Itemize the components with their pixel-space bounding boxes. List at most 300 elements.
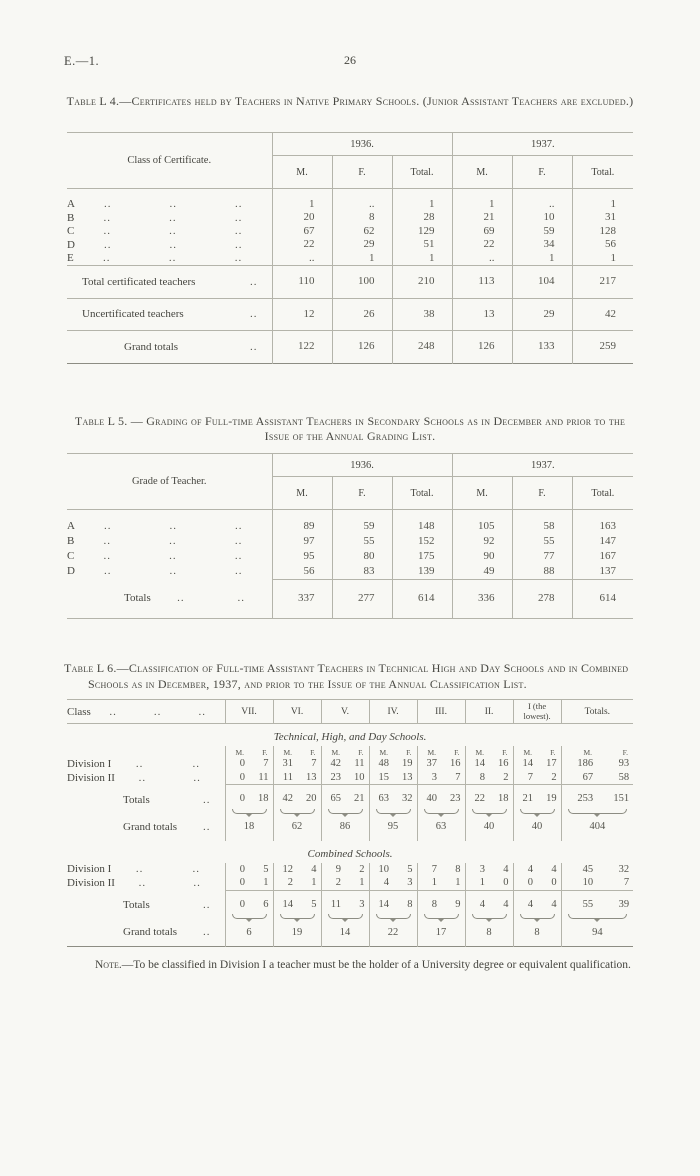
- leader-dots: [115, 772, 225, 784]
- leader-dot: ..: [192, 757, 200, 770]
- totals-f: 23: [441, 785, 465, 808]
- row-label: [67, 549, 272, 564]
- pair-brace-cell: [561, 913, 633, 924]
- row-label: [67, 758, 225, 770]
- leader-dots: [150, 899, 225, 911]
- cell-m: 48: [369, 757, 393, 771]
- table-l5: [67, 453, 633, 620]
- pair-brace-cell: [465, 808, 513, 819]
- grand-total-value: 86: [321, 819, 369, 841]
- summary-value: 336: [452, 579, 512, 619]
- cell-value: 58: [512, 509, 572, 534]
- cell-f: 10: [354, 771, 365, 783]
- year-header-1937: 1937.: [452, 453, 633, 476]
- cell-value: 1: [512, 252, 572, 266]
- leader-dot: ..: [102, 252, 111, 265]
- leader-dots: [111, 863, 224, 875]
- leader-dot: ..: [103, 534, 111, 547]
- leader-dot: ..: [237, 592, 246, 604]
- totals-f: 20: [297, 785, 321, 808]
- cell-value: 152: [392, 534, 452, 549]
- summary-value: 133: [512, 331, 572, 364]
- cell-value: ..: [332, 188, 392, 211]
- underbrace: [280, 809, 315, 814]
- leader-dot: ..: [193, 877, 201, 889]
- cell-value: 137: [572, 564, 633, 580]
- mf-header-f: F.: [550, 748, 556, 757]
- grand-total-value: 6: [225, 924, 273, 947]
- class-header-row: [67, 700, 633, 724]
- leader-dots: [75, 198, 272, 210]
- leader-dot: ..: [198, 705, 206, 718]
- totals-f: 32: [393, 785, 417, 808]
- summary-value: 12: [272, 298, 332, 331]
- leader-dot: ..: [234, 211, 243, 224]
- totals-f: 4: [537, 890, 561, 913]
- cell-m: 0: [225, 876, 249, 890]
- row-label: [67, 863, 225, 875]
- cell-value: 1: [332, 252, 392, 266]
- mf-header-f: F.: [310, 748, 316, 757]
- cell-m: 9: [321, 863, 345, 877]
- class-header-i-lowest: I (the lowest).: [513, 700, 561, 724]
- table-l5-title: Table L 5. — Grading of Full-time Assistant Teachers in Secondary Schools as in December and prior to the Issue of the Annual Grading List.: [74, 413, 626, 443]
- leader-dot: ..: [103, 519, 112, 532]
- cell-f: 5: [407, 863, 413, 875]
- leader-dots: [177, 926, 224, 938]
- col-header: M.: [272, 155, 332, 188]
- division-row: [67, 771, 633, 785]
- cell-m: 15: [369, 771, 393, 785]
- totals-m: 0: [225, 890, 249, 913]
- cell-f: 2: [503, 771, 509, 783]
- class-header-totals: Totals.: [561, 700, 633, 724]
- mf-header-m: M.: [561, 746, 597, 757]
- cell-value: 95: [272, 549, 332, 564]
- cell-f: 4: [551, 863, 557, 875]
- leader-dots: [74, 252, 272, 264]
- cell-value: 67: [272, 225, 332, 239]
- underbrace: [568, 914, 628, 919]
- section-heading: Technical, High, and Day Schools.: [273, 731, 427, 743]
- summary-value: 210: [392, 266, 452, 299]
- row-label-cell: [67, 549, 272, 564]
- footnote: [64, 958, 636, 973]
- row-label-text: D: [67, 564, 75, 577]
- pair-brace-cell: [465, 913, 513, 924]
- row-label-cell: [67, 819, 225, 841]
- underbrace: [280, 914, 315, 919]
- row-label: [67, 821, 225, 833]
- row-label-cell: [67, 331, 272, 364]
- brace-row: [67, 808, 633, 819]
- table-l5-label-header: Grade of Teacher.: [67, 453, 272, 509]
- cell-value: 163: [572, 509, 633, 534]
- summary-value: 277: [332, 579, 392, 619]
- col-header: M.: [452, 155, 512, 188]
- totals-m: 0: [225, 785, 249, 808]
- grand-total-value: 19: [273, 924, 321, 947]
- summary-value: 217: [572, 266, 633, 299]
- summary-value: 278: [512, 579, 572, 619]
- row-label: [67, 534, 272, 549]
- cell-m: 37: [417, 757, 441, 771]
- leader-dots: [195, 276, 271, 288]
- leader-dot: ..: [234, 564, 243, 577]
- cell-value: 31: [572, 211, 633, 225]
- leader-dot: ..: [135, 757, 144, 770]
- row-label: [67, 252, 272, 264]
- underbrace: [376, 914, 411, 919]
- cell-value: 20: [272, 211, 332, 225]
- cell-value: 92: [452, 534, 512, 549]
- row-label: [67, 341, 272, 353]
- cell-m: 10: [561, 876, 597, 890]
- cell-m: 7: [417, 863, 441, 877]
- summary-value: 248: [392, 331, 452, 364]
- brace-row: [67, 913, 633, 924]
- totals-m: 14: [369, 890, 393, 913]
- leader-dot: ..: [169, 225, 177, 238]
- leader-dots: [75, 239, 272, 251]
- table-row: [67, 534, 633, 549]
- grand-total-value: 404: [561, 819, 633, 841]
- summary-row: [67, 331, 633, 364]
- page-header: [64, 0, 636, 71]
- grand-total-value: 18: [225, 819, 273, 841]
- cell-value: 105: [452, 509, 512, 534]
- row-label-cell: [67, 509, 272, 534]
- leader-dots: [115, 877, 225, 889]
- grand-total-value: 63: [417, 819, 465, 841]
- cell-value: 21: [452, 211, 512, 225]
- col-header: Total.: [572, 476, 633, 509]
- summary-row: [67, 266, 633, 299]
- totals-row: [67, 890, 633, 913]
- cell-value: 55: [512, 534, 572, 549]
- cell-m: 14: [465, 757, 489, 771]
- leader-dot: ..: [234, 225, 243, 238]
- leader-dot: ..: [169, 549, 177, 562]
- cell-value: 22: [452, 238, 512, 252]
- pair-brace-cell: [321, 808, 369, 819]
- col-header: Total.: [392, 155, 452, 188]
- totals-f: 18: [489, 785, 513, 808]
- cell-f: 8: [455, 863, 461, 875]
- row-label-text: Division I: [67, 863, 112, 876]
- cell-value: 1: [572, 188, 633, 211]
- leader-dot: ..: [169, 198, 177, 211]
- table-row: [67, 564, 633, 580]
- underbrace: [376, 809, 411, 814]
- row-label-text: Grand totals: [124, 340, 179, 353]
- summary-value: 38: [392, 298, 452, 331]
- row-label-text: B: [67, 534, 75, 547]
- summary-value: 337: [272, 579, 332, 619]
- underbrace: [472, 914, 507, 919]
- cell-f: 2: [359, 863, 365, 875]
- cell-f: 5: [263, 863, 269, 875]
- cell-f: 0: [551, 877, 557, 888]
- class-header-iv: IV.: [369, 700, 417, 724]
- row-label-text: B: [67, 211, 75, 224]
- row-label-cell: [67, 266, 272, 299]
- underbrace: [424, 914, 459, 919]
- row-label-text: Division I: [67, 757, 112, 770]
- cell-m: 0: [225, 863, 249, 877]
- leader-dots: [178, 341, 271, 353]
- cell-f: 19: [402, 758, 413, 769]
- row-label: [67, 276, 272, 288]
- mf-header-row: [67, 746, 633, 757]
- totals-m: 42: [273, 785, 297, 808]
- row-label-cell: [67, 238, 272, 252]
- row-label: [67, 899, 225, 911]
- leader-dot: ..: [250, 340, 258, 353]
- cell-m: 8: [465, 771, 489, 785]
- cell-m: 67: [561, 771, 597, 785]
- pair-brace-cell: [273, 808, 321, 819]
- cell-value: 1: [392, 252, 452, 266]
- cell-value: 22: [272, 238, 332, 252]
- cell-value: 89: [272, 509, 332, 534]
- grand-total-value: 95: [369, 819, 417, 841]
- leader-dot: ..: [103, 238, 112, 251]
- totals-m: 40: [417, 785, 441, 808]
- cell-f: 32: [618, 863, 630, 875]
- mf-header-f: F.: [502, 748, 508, 757]
- col-header: M.: [272, 476, 332, 509]
- cell-value: 59: [332, 509, 392, 534]
- mf-header-m: M.: [513, 746, 537, 757]
- cell-value: 29: [332, 238, 392, 252]
- cell-m: 45: [561, 863, 597, 877]
- cell-m: 3: [465, 863, 489, 877]
- row-label-text: A: [67, 198, 75, 211]
- leader-dot: ..: [169, 238, 177, 251]
- cell-f: 7: [263, 758, 269, 769]
- table-l4-body: [67, 188, 633, 363]
- cell-value: 8: [332, 211, 392, 225]
- leader-dot: ..: [192, 863, 200, 876]
- cell-value: 129: [392, 225, 452, 239]
- cell-value: ..: [272, 252, 332, 266]
- cell-m: 11: [273, 771, 297, 785]
- row-label-cell: [67, 863, 225, 877]
- cell-m: 12: [273, 863, 297, 877]
- cell-m: 0: [225, 771, 249, 785]
- year-header-1936: 1936.: [272, 132, 452, 155]
- pair-brace-cell: [369, 808, 417, 819]
- leader-dot: ..: [234, 519, 243, 532]
- row-label-cell: [67, 564, 272, 580]
- cell-value: 62: [332, 225, 392, 239]
- page-number: 26: [344, 53, 356, 67]
- section-heading: Combined Schools.: [307, 847, 393, 860]
- cell-f: 7: [455, 771, 461, 783]
- totals-m: 21: [513, 785, 537, 808]
- row-label-text: Totals: [123, 899, 150, 911]
- cell-value: 80: [332, 549, 392, 564]
- division-row: [67, 863, 633, 877]
- row-label: [67, 564, 272, 579]
- grand-total-value: 8: [513, 924, 561, 947]
- summary-value: 126: [332, 331, 392, 364]
- cell-m: 1: [417, 876, 441, 890]
- leader-dot: ..: [153, 705, 162, 718]
- cell-m: 10: [369, 863, 393, 877]
- cell-value: 1: [392, 188, 452, 211]
- cell-m: 2: [321, 876, 345, 890]
- totals-f: 3: [345, 890, 369, 913]
- pair-brace-cell: [417, 808, 465, 819]
- cell-f: 4: [311, 863, 317, 875]
- totals-m: 65: [321, 785, 345, 808]
- col-header: M.: [452, 476, 512, 509]
- mf-header-f: F.: [454, 748, 460, 757]
- mf-header-m: M.: [225, 746, 249, 757]
- row-label-cell: [67, 534, 272, 549]
- cell-value: 83: [332, 564, 392, 580]
- mf-header-spacer: [67, 746, 225, 757]
- row-label-cell: [67, 876, 225, 890]
- totals-row: [67, 785, 633, 808]
- leader-dot: ..: [203, 820, 211, 833]
- totals-f: 18: [249, 785, 273, 808]
- cell-value: 139: [392, 564, 452, 580]
- table-l4: [67, 132, 633, 364]
- leader-dots: [75, 564, 272, 579]
- mf-header-m: M.: [465, 746, 489, 757]
- row-label: [67, 212, 272, 224]
- row-label-text: C: [67, 225, 75, 238]
- totals-m: 63: [369, 785, 393, 808]
- row-label-cell: [67, 579, 272, 619]
- col-header: F.: [332, 155, 392, 188]
- table-row: [67, 238, 633, 252]
- cell-f: 11: [354, 758, 365, 769]
- row-label-cell: [67, 924, 225, 947]
- table-row: [67, 225, 633, 239]
- totals-f: 6: [249, 890, 273, 913]
- cell-f: 1: [311, 877, 317, 888]
- row-label: [67, 877, 225, 889]
- mf-header-f: F.: [358, 748, 364, 757]
- cell-m: 0: [513, 876, 537, 890]
- table-row: [67, 549, 633, 564]
- cell-m: 7: [513, 771, 537, 785]
- row-label: [67, 926, 225, 938]
- underbrace: [328, 809, 363, 814]
- table-l4-title: Table L 4.—Certificates held by Teachers in Native Primary Schools. (Junior Assistant Teachers are excluded.): [66, 94, 634, 108]
- totals-f: 151: [597, 785, 633, 808]
- cell-f: 1: [263, 877, 269, 888]
- summary-value: 259: [572, 331, 633, 364]
- cell-m: 4: [513, 863, 537, 877]
- row-label: [67, 794, 225, 806]
- cell-f: 3: [407, 877, 413, 888]
- leader-dots: [91, 706, 225, 718]
- leader-dot: ..: [203, 793, 211, 806]
- section-heading-row: [67, 724, 633, 747]
- leader-dot: ..: [234, 252, 243, 265]
- underbrace: [328, 914, 363, 919]
- summary-row: [67, 579, 633, 619]
- summary-value: 29: [512, 298, 572, 331]
- totals-m: 4: [465, 890, 489, 913]
- cell-f: 0: [503, 877, 509, 888]
- totals-f: 4: [489, 890, 513, 913]
- leader-dot: ..: [234, 198, 243, 211]
- totals-f: 21: [345, 785, 369, 808]
- grand-totals-row: [67, 819, 633, 841]
- cell-value: 1: [452, 188, 512, 211]
- totals-m: 253: [561, 785, 597, 808]
- totals-m: 22: [465, 785, 489, 808]
- year-header-row: [67, 453, 633, 476]
- underbrace: [232, 809, 267, 814]
- row-label-text: C: [67, 549, 75, 562]
- class-header-iii: III.: [417, 700, 465, 724]
- underbrace: [520, 914, 555, 919]
- row-label-text: D: [67, 238, 75, 251]
- leader-dots: [111, 758, 224, 770]
- leader-dot: ..: [103, 211, 111, 224]
- row-label-text: E: [67, 252, 74, 265]
- pair-brace-cell: [513, 808, 561, 819]
- cell-value: 59: [512, 225, 572, 239]
- grand-total-value: 40: [513, 819, 561, 841]
- brace-spacer: [67, 913, 225, 924]
- cell-value: 147: [572, 534, 633, 549]
- cell-m: 3: [417, 771, 441, 785]
- pair-brace-cell: [513, 913, 561, 924]
- mf-header-m: M.: [321, 746, 345, 757]
- totals-f: 39: [597, 890, 633, 913]
- cell-m: 186: [561, 757, 597, 771]
- pair-brace-cell: [417, 913, 465, 924]
- table-l4-label-header: Class of Certificate.: [67, 132, 272, 188]
- mf-header-m: M.: [417, 746, 441, 757]
- leader-dot: ..: [103, 225, 111, 238]
- cell-value: 56: [272, 564, 332, 580]
- leader-dot: ..: [193, 771, 201, 784]
- pair-brace-cell: [321, 913, 369, 924]
- year-header-row: [67, 132, 633, 155]
- leader-dot: ..: [203, 926, 211, 938]
- grand-total-value: 40: [465, 819, 513, 841]
- grand-total-value: 8: [465, 924, 513, 947]
- pair-brace-cell: [369, 913, 417, 924]
- row-label-cell: [67, 757, 225, 771]
- totals-f: 19: [537, 785, 561, 808]
- grand-total-value: 17: [417, 924, 465, 947]
- grand-total-value: 14: [321, 924, 369, 947]
- pair-brace-cell: [225, 913, 273, 924]
- division-row: [67, 757, 633, 771]
- row-label-text: Grand totals: [123, 820, 178, 833]
- cell-value: ..: [452, 252, 512, 266]
- leader-dot: ..: [169, 519, 177, 532]
- leader-dots: [177, 821, 224, 833]
- leader-dots: [74, 212, 271, 224]
- totals-f: 5: [297, 890, 321, 913]
- leader-dot: ..: [103, 549, 111, 562]
- totals-m: 8: [417, 890, 441, 913]
- leader-dot: ..: [169, 211, 177, 224]
- row-label-cell: [67, 252, 272, 266]
- leader-dots: [75, 519, 272, 534]
